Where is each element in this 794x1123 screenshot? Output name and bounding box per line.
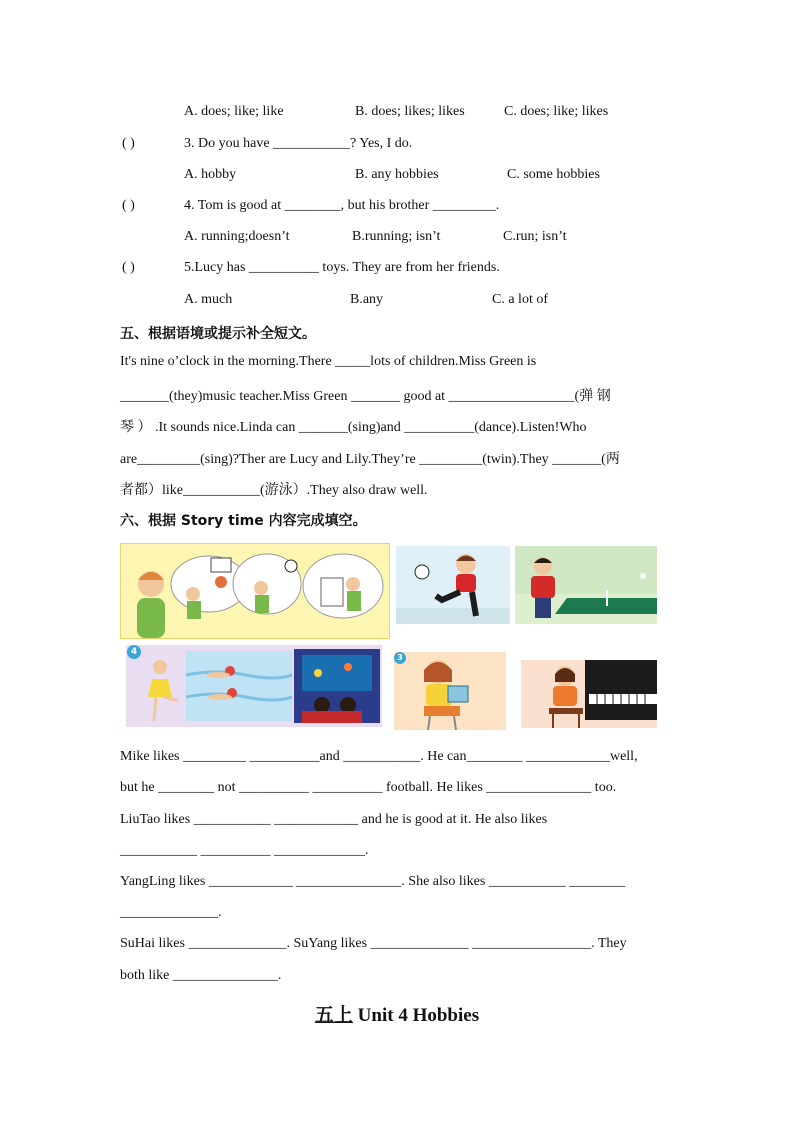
q3-option-a: A. hobby [184, 167, 237, 182]
section-6-line-1: Mike likes _________ __________and ___________. He can________ ____________well, [120, 749, 638, 764]
story-picture-mike [120, 543, 390, 639]
section-6-line-8: both like _______________. [120, 968, 282, 983]
section-5-line-5: 者都）like___________(游泳）.They also draw well. [120, 483, 428, 498]
section-5-line-2: _______(they)music teacher.Miss Green _______ good at __________________(弹 钢 [120, 389, 611, 404]
section-6-line-6: ______________. [120, 905, 222, 920]
section-5-line-3: 琴 ） .It sounds nice.Linda can _______(sing)and __________(dance).Listen!Who [120, 420, 587, 435]
picture-badge-4: 4 [127, 645, 141, 659]
section-6-line-5: YangLing likes ____________ _______________. She also likes ___________ ________ [120, 874, 626, 889]
unit-title-rest: Unit 4 Hobbies [352, 1005, 480, 1026]
section-6-line-4: ___________ __________ _____________. [120, 843, 369, 858]
q5-option-c: C. a lot of [492, 292, 548, 307]
section-6-heading: 六、根据 Story time 内容完成填空。 [120, 513, 367, 529]
q2-option-c: C. does; like; likes [504, 104, 609, 119]
q5-answer-paren: ( ) [122, 260, 135, 275]
story-picture-table-tennis [515, 546, 657, 624]
section-5-line-1: It's nine o’clock in the morning.There _____lots of children.Miss Green is [120, 354, 537, 369]
q3-answer-paren: ( ) [122, 136, 135, 151]
unit-title [0, 1000, 794, 1027]
q4-option-a: A. running;doesn’t [184, 229, 290, 244]
q3-option-b: B. any hobbies [355, 167, 439, 182]
q3-option-c: C. some hobbies [507, 167, 600, 182]
story-picture-football [396, 546, 510, 624]
story-picture-reading [394, 652, 506, 730]
q5-option-b: B.any [350, 292, 384, 307]
q2-option-b: B. does; likes; likes [355, 104, 465, 119]
q4-stem: 4. Tom is good at ________, but his brother _________. [184, 198, 500, 213]
story-picture-piano [521, 660, 657, 728]
picture-badge-3: 3 [394, 652, 406, 664]
section-6-line-3: LiuTao likes ___________ ____________ and he is good at it. He also likes [120, 812, 548, 827]
q5-stem: 5.Lucy has __________ toys. They are from her friends. [184, 260, 500, 275]
q4-option-c: C.run; isn’t [503, 229, 567, 244]
section-6-line-2: but he ________ not __________ __________ football. He likes _______________ too. [120, 780, 617, 795]
section-5-heading: 五、根据语境或提示补全短文。 [120, 326, 316, 342]
q4-option-b: B.running; isn’t [352, 229, 441, 244]
unit-title-prefix: 五上 [314, 1005, 353, 1026]
q2-option-a: A. does; like; like [184, 104, 284, 119]
q5-option-a: A. much [184, 292, 233, 307]
story-picture-dance-swim [126, 645, 382, 727]
q3-stem: 3. Do you have ___________? Yes, I do. [184, 136, 413, 151]
section-5-line-4: are_________(sing)?Ther are Lucy and Lily.They’re _________(twin).They _______(两 [120, 452, 620, 467]
section-6-line-7: SuHai likes ______________. SuYang likes ______________ _________________. They [120, 936, 627, 951]
q4-answer-paren: ( ) [122, 198, 135, 213]
